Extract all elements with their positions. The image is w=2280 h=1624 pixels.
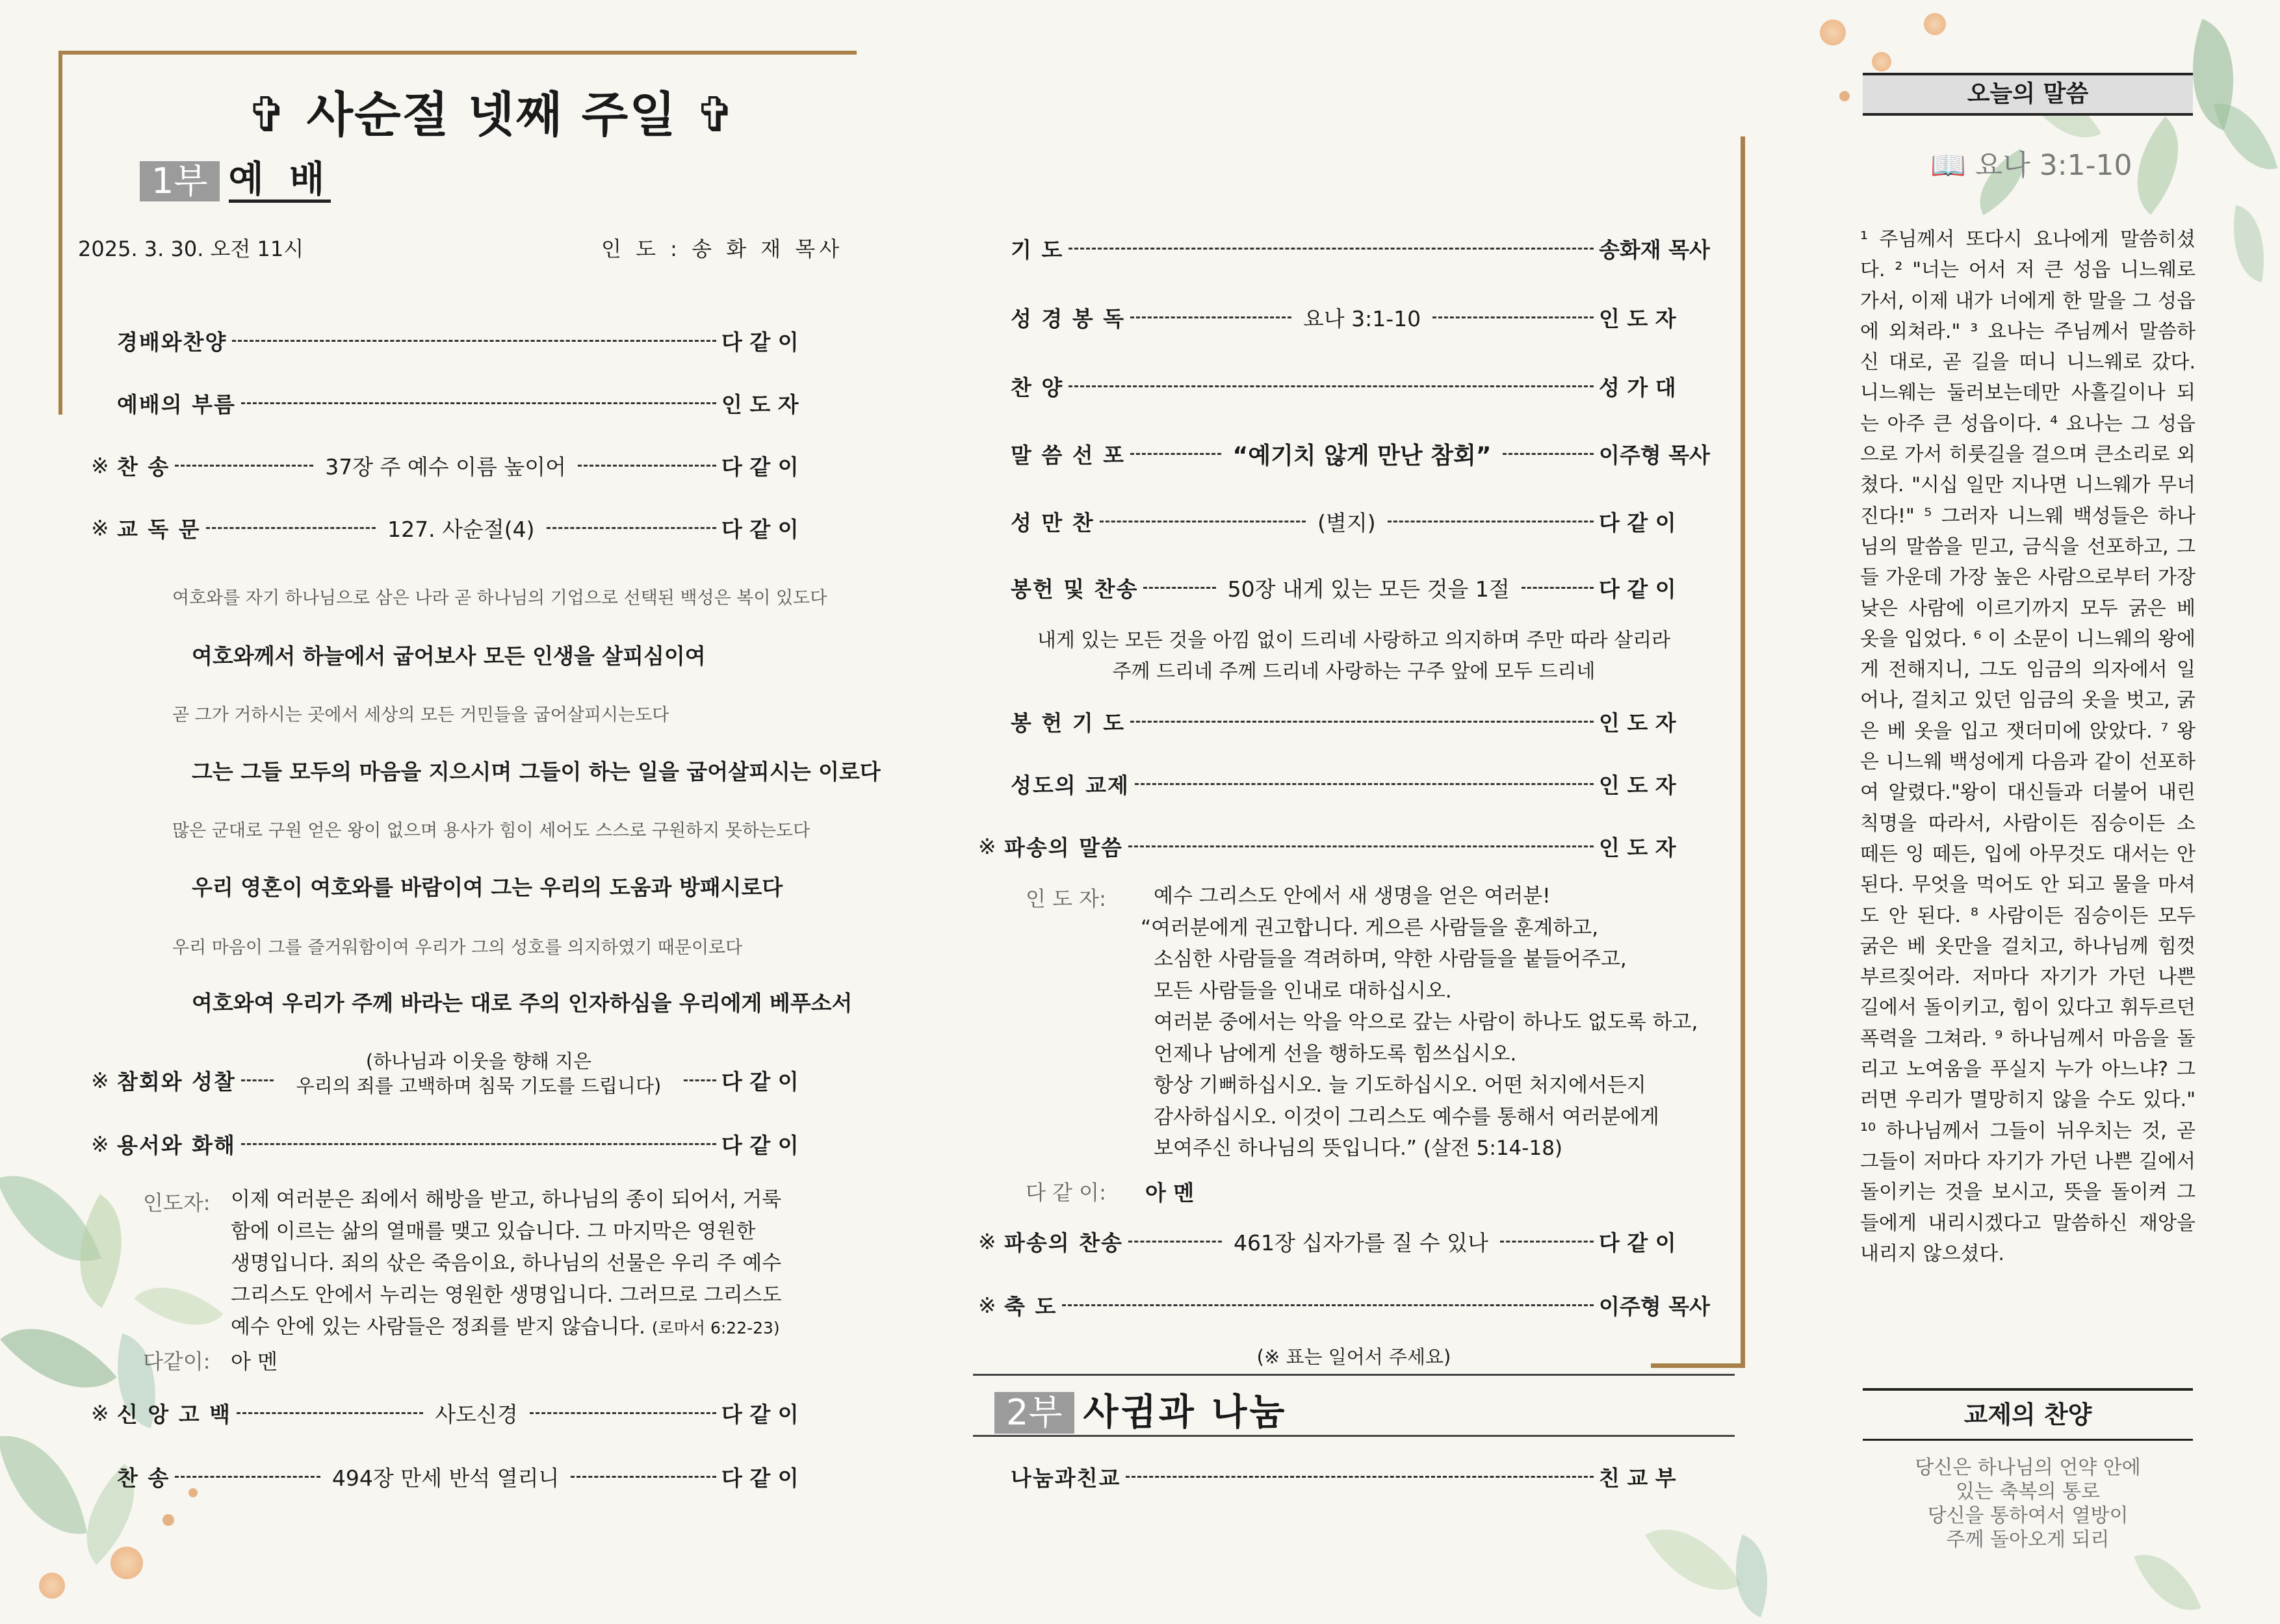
pardon-all-text: 아 멘 — [231, 1349, 278, 1374]
leader-dashes — [1069, 385, 1594, 387]
frame-left-border — [58, 51, 62, 415]
order-item-label: 성도의 교제 — [1011, 772, 1130, 798]
responsive-line-people: 우리 영혼이 여호와를 바람이여 그는 우리의 도움과 방패시로다 — [192, 875, 783, 900]
order-item-worship-praise — [91, 325, 851, 356]
responsive-line-leader: 우리 마음이 그를 즐거워함이여 우리가 그의 성호를 의지하였기 때문이로다 — [172, 938, 743, 958]
order-item-label: 성 만 찬 — [1011, 509, 1095, 535]
order-item-fellowship-meal — [985, 1461, 1735, 1492]
leader-dashes — [1135, 783, 1594, 785]
offering-lyrics-line: 내게 있는 모든 것을 아낌 없이 드리네 사랑하고 의지하며 주만 따라 살리라 — [1037, 629, 1671, 652]
order-item-who: 다 같 이 — [721, 1465, 799, 1491]
leader-dashes — [684, 1079, 716, 1081]
order-item-who: 이주형 목사 — [1599, 442, 1710, 468]
responsive-line-people: 여호와여 우리가 주께 바라는 대로 주의 인자하심을 우리에게 베푸소서 — [192, 990, 853, 1016]
order-item-who: 친 교 부 — [1599, 1465, 1676, 1491]
pardon-line: 생명입니다. 죄의 삯은 죽음이요, 하나님의 선물은 우리 주 예수 — [231, 1252, 782, 1275]
fellowship-praise-lyrics — [1863, 1456, 2193, 1552]
order-item-label: 성 경 봉 독 — [1011, 305, 1125, 331]
order-item-who: 다 같 이 — [721, 454, 799, 480]
stand-mark: ※ — [978, 833, 996, 859]
order-item-sermon — [985, 438, 1735, 469]
leader-dashes — [578, 465, 716, 467]
order-item-offering-prayer — [985, 706, 1735, 737]
responsive-line-people: 그는 그들 모두의 마음을 지으시며 그들이 하는 일을 굽어살피시는 이로다 — [192, 759, 881, 784]
order-item-label: 봉헌 및 찬송 — [1011, 576, 1139, 602]
part2-heading — [994, 1392, 1288, 1434]
sending-line: 보여주신 하나님의 뜻입니다.” (살전 5:14-18) — [1154, 1137, 1563, 1160]
responsive-line-leader: 여호와를 자기 하나님으로 삼은 나라 곧 하나님의 기업으로 선택된 백성은 복이 있도다 — [172, 588, 827, 608]
part1-title: 예 배 — [229, 161, 331, 203]
order-item-label: 말 씀 선 포 — [1011, 442, 1125, 468]
order-item-label: 봉 헌 기 도 — [1011, 710, 1125, 736]
order-item-sending-hymn — [978, 1226, 1735, 1257]
divider — [973, 1374, 1735, 1376]
order-item-who: 다 같 이 — [1599, 509, 1676, 535]
order-item-who: 송화재 목사 — [1599, 237, 1710, 263]
leader-dashes — [1128, 1241, 1222, 1243]
order-item-label: 참회와 성찰 — [117, 1068, 236, 1094]
order-item-who: 다 같 이 — [721, 329, 799, 355]
pardon-line: 이제 여러분은 죄에서 해방을 받고, 하나님의 종이 되어서, 거룩 — [231, 1188, 782, 1211]
leader-dashes — [530, 1412, 716, 1414]
order-item-who: 이주형 목사 — [1599, 1293, 1710, 1319]
offering-lyrics — [973, 625, 1735, 688]
responsive-line-leader: 곧 그가 거하시는 곳에서 세상의 모든 거민들을 굽어살피시는도다 — [172, 705, 669, 725]
leader-dashes — [1126, 1476, 1594, 1478]
order-item-scripture-reading — [985, 302, 1735, 333]
order-item-detail: 50장 내게 있는 모든 것을 1절 — [1227, 576, 1510, 602]
order-item-detail: (별지) — [1317, 509, 1376, 535]
stand-mark: ※ — [978, 1292, 996, 1318]
leader-dashes — [1100, 521, 1306, 522]
stand-mark: ※ — [91, 1067, 109, 1093]
responsive-line-leader: 많은 군대로 구원 얻은 왕이 없으며 용사가 힘이 세어도 스스로 구원하지 못하는도다 — [172, 821, 810, 841]
order-item-detail: 요나 3:1-10 — [1302, 305, 1421, 331]
part2-badge: 2부 — [994, 1392, 1074, 1434]
pardon-line: 함에 이르는 삶의 열매를 맺고 있습니다. 그 마지막은 영원한 — [231, 1220, 756, 1243]
leader-dashes — [1143, 587, 1215, 589]
confession-note-line2: 우리의 죄를 고백하며 침묵 기도를 드립니다) — [296, 1075, 662, 1097]
page-title: ✞ 사순절 넷째 주일 ✞ — [247, 87, 737, 143]
order-item-label: 용서와 화해 — [117, 1132, 236, 1158]
responsive-line-people: 여호와께서 하늘에서 굽어보사 모든 인생을 살피심이여 — [192, 643, 706, 669]
sending-leader-label: 인 도 자: — [1026, 886, 1106, 911]
sermon-title: “예기치 않게 만난 참회” — [1232, 442, 1492, 469]
stand-mark: ※ — [91, 1131, 109, 1157]
pardon-line: 예수 안에 있는 사람들은 정죄를 받지 않습니다. — [231, 1315, 645, 1339]
order-item-anthem — [985, 370, 1735, 402]
leader-dashes — [1069, 248, 1594, 250]
sending-line: 여러분 중에서는 악을 악으로 갚는 사람이 하나도 없도록 하고, — [1154, 1011, 1698, 1034]
order-item-offering — [985, 572, 1735, 603]
order-item-who: 인 도 자 — [1599, 305, 1676, 331]
order-item-label: 기 도 — [1011, 237, 1064, 263]
verse-reference: 📖 요나 3:1-10 — [1930, 149, 2132, 182]
fellowship-praise-heading: 교제의 찬양 — [1863, 1388, 2193, 1441]
order-item-detail: 127. 사순절(4) — [387, 516, 535, 542]
order-item-label: 파송의 찬송 — [1004, 1230, 1123, 1256]
order-item-fellowship — [985, 768, 1735, 799]
order-item-label: 경배와찬양 — [117, 329, 227, 355]
order-item-label: 찬 송 — [117, 454, 170, 480]
sending-line: 감사하십시오. 이것이 그리스도 예수를 통해서 여러분에게 — [1154, 1105, 1659, 1129]
order-item-label: 찬 송 — [117, 1465, 170, 1491]
leader-dashes — [1522, 587, 1594, 589]
order-item-detail: 461장 십자가를 질 수 있나 — [1234, 1230, 1488, 1256]
part2-title: 사귐과 나눔 — [1083, 1391, 1288, 1434]
order-item-pardon — [91, 1128, 851, 1159]
order-item-label: 나눔과친교 — [1011, 1465, 1121, 1491]
order-item-who: 인 도 자 — [1599, 834, 1676, 860]
leader-dashes — [1503, 453, 1594, 455]
sending-line: 소심한 사람들을 격려하며, 약한 사람들을 붙들어주고, — [1154, 947, 1627, 971]
leader-dashes — [1130, 721, 1594, 723]
pardon-line: 그리스도 안에서 누리는 영원한 생명입니다. 그러므로 그리스도 — [231, 1283, 782, 1307]
pardon-reference: (로마서 6:22-23) — [651, 1319, 780, 1337]
order-item-prayer — [985, 233, 1735, 264]
order-item-who: 다 같 이 — [721, 1132, 799, 1158]
stand-mark: ※ — [91, 452, 109, 478]
order-item-label: 찬 양 — [1011, 374, 1064, 400]
order-item-label: 예배의 부름 — [117, 391, 236, 417]
leader-dashes — [175, 1476, 320, 1478]
leader-dashes — [241, 402, 716, 404]
order-item-confession — [91, 1050, 851, 1100]
confession-note-line1: (하나님과 이웃을 향해 지은 — [365, 1050, 591, 1072]
leader-dashes — [241, 1079, 274, 1081]
leader-dashes — [175, 465, 313, 467]
frame-top-border — [58, 51, 857, 55]
order-item-who: 인 도 자 — [1599, 710, 1676, 736]
order-item-call-to-worship — [91, 387, 851, 419]
order-item-detail: 37장 주 예수 이름 높이어 — [325, 454, 567, 480]
praise-line: 있는 축복의 통로 — [1956, 1480, 2100, 1503]
order-item-label: 파송의 말씀 — [1004, 834, 1123, 860]
order-item-who: 다 같 이 — [721, 1401, 799, 1427]
offering-lyrics-line: 주께 드리네 주께 드리네 사랑하는 구주 앞에 모두 드리네 — [1112, 660, 1596, 683]
sending-text — [1141, 881, 1726, 1165]
part1-heading — [140, 158, 331, 201]
frame-right-border — [1741, 136, 1745, 1365]
order-item-label: 신 앙 고 백 — [117, 1401, 231, 1427]
stand-mark: ※ — [91, 1400, 109, 1426]
order-item-detail: 사도신경 — [435, 1401, 518, 1427]
leader-dashes — [206, 527, 376, 529]
order-item-who: 다 같 이 — [721, 1068, 799, 1094]
order-item-closing-hymn — [91, 1461, 851, 1492]
leader-dashes — [232, 340, 716, 342]
leader-dashes — [1130, 453, 1221, 455]
order-item-creed — [91, 1397, 851, 1428]
order-item-who: 다 같 이 — [1599, 576, 1676, 602]
sending-all-text: 아 멘 — [1145, 1180, 1195, 1205]
order-item-communion — [985, 506, 1735, 537]
order-item-who: 다 같 이 — [721, 516, 799, 542]
scripture-text: ¹ 주님께서 또다시 요나에게 말씀히셨다. ² "너는 어서 저 큰 성읍 니느웨로 가서, 이제 내가 너에게 한 말을 그 성읍에 외쳐라." ³ 요나는 주님께서 말씀하신 대로, 곧 길을 떠니 니느웨로 갔다. 니느웨는 둘러보는데만 사흘길이나 되는 아주 큰 성읍이다. ⁴ 요나는 그 성읍으로 가서 히룻길을 걸으며 큰소리로 외쳤다. "시십 일만 지나면 니느웨가 무너진다!" ⁵ 그러자 니느웨 백성들은 하나님의 말씀을 믿고, 금식을 선포하고, 그들 가운데 가장 높은 사람으로부터 가장 낮은 사람에 이르기까지 모두 굵은 베 옷을 입었다. ⁶ 이 소문이 니느웨의 왕에게 전해지니, 그도 임금의 의자에서 일어나, 걸치고 있던 임금의 옷을 벗고, 굵은 베 옷을 입고 잿더미에 앉았다. ⁷ 왕은 니느웨 백성에게 다음과 같이 선포하여 알렸다."왕이 대신들과 더불어 내린 칙명을 따라서, 사람이든 짐승이든 소 떼든 잉 떼든, 입에 아무것도 대서는 안 된다. 무엇을 먹어도 안 되고 물을 마셔도 안 된다. ⁸ 사람이든 짐승이든 모두 굵은 베 옷만을 걸치고, 하나님께 힘껏 부르짖어라. 저마다 자기가 가던 나쁜 길에서 돌이키고, 힘이 있다고 휘두르던 폭력을 그쳐라. ⁹ 하나님께서 마음을 돌리고 노여움을 푸실지 누가 아느냐? 그러면 우리가 멸망히지 않을 수도 있다." ¹⁰ 하나님께서 그들이 뉘우치는 것, 곧 그들이 저마다 자기가 가던 나쁜 길에서 돌이키는 것을 보시고, 뜻을 돌이켜 그들에게 내리시겠다고 말씀하신 재앙을 내리지 않으셨다. — [1860, 228, 2196, 1265]
order-item-who: 인 도 자 — [721, 391, 799, 417]
sending-line: 모든 사람들을 인내로 대하십시오. — [1154, 979, 1452, 1003]
order-item-label: 교 독 문 — [117, 516, 201, 542]
leader-dashes — [1432, 316, 1594, 318]
sending-all-label: 다 같 이: — [1026, 1180, 1106, 1205]
leader-dashes — [1130, 316, 1291, 318]
pardon-text — [231, 1184, 835, 1344]
service-date: 2025. 3. 30. 오전 11시 — [78, 237, 304, 261]
stand-mark: ※ — [978, 1228, 996, 1254]
order-item-who: 인 도 자 — [1599, 772, 1676, 798]
order-item-who: 성 가 대 — [1599, 374, 1676, 400]
leader-dashes — [547, 527, 717, 529]
order-item-benediction — [978, 1289, 1735, 1321]
pardon-all-label: 다같이: — [143, 1349, 211, 1374]
service-leader: 인 도 : 송 화 재 목사 — [601, 237, 844, 261]
sending-line: “여러분에게 권고합니다. 게으른 사람들을 훈계하고, — [1141, 916, 1599, 940]
order-item-hymn — [91, 450, 851, 481]
leader-dashes — [237, 1412, 423, 1414]
leader-dashes — [241, 1143, 716, 1145]
stand-mark: ※ — [91, 515, 109, 541]
divider — [973, 1435, 1735, 1437]
part1-badge: 1부 — [140, 161, 220, 201]
leader-dashes — [1388, 521, 1594, 522]
leader-dashes — [1062, 1304, 1594, 1306]
leader-dashes — [1500, 1241, 1594, 1243]
sending-line: 언제나 남에게 선을 행하도록 힘쓰십시오. — [1154, 1042, 1517, 1066]
praise-line: 당신은 하나님의 언약 안에 — [1915, 1456, 2141, 1479]
order-item-label: 축 도 — [1004, 1293, 1057, 1319]
leader-dashes — [1128, 845, 1594, 847]
praise-line: 주께 돌아오게 되리 — [1946, 1528, 2110, 1551]
order-item-responsive-reading — [91, 512, 851, 543]
pardon-leader-label: 인도자: — [143, 1191, 211, 1215]
leader-dashes — [571, 1476, 716, 1478]
todays-word-heading: 오늘의 말씀 — [1863, 73, 2193, 116]
order-item-who: 다 같 이 — [1599, 1230, 1676, 1256]
order-item-detail: 494장 만세 반석 열리니 — [331, 1465, 560, 1491]
order-item-sending-word — [978, 831, 1735, 862]
sending-line: 항상 기뻐하십시오. 늘 기도하십시오. 어떤 처지에서든지 — [1154, 1074, 1646, 1097]
praise-line: 당신을 통하여서 열방이 — [1927, 1504, 2129, 1527]
stand-note: (※ 표는 일어서 주세요) — [1256, 1346, 1451, 1368]
sending-line: 예수 그리스도 안에서 새 생명을 얻은 여러분! — [1154, 884, 1551, 908]
